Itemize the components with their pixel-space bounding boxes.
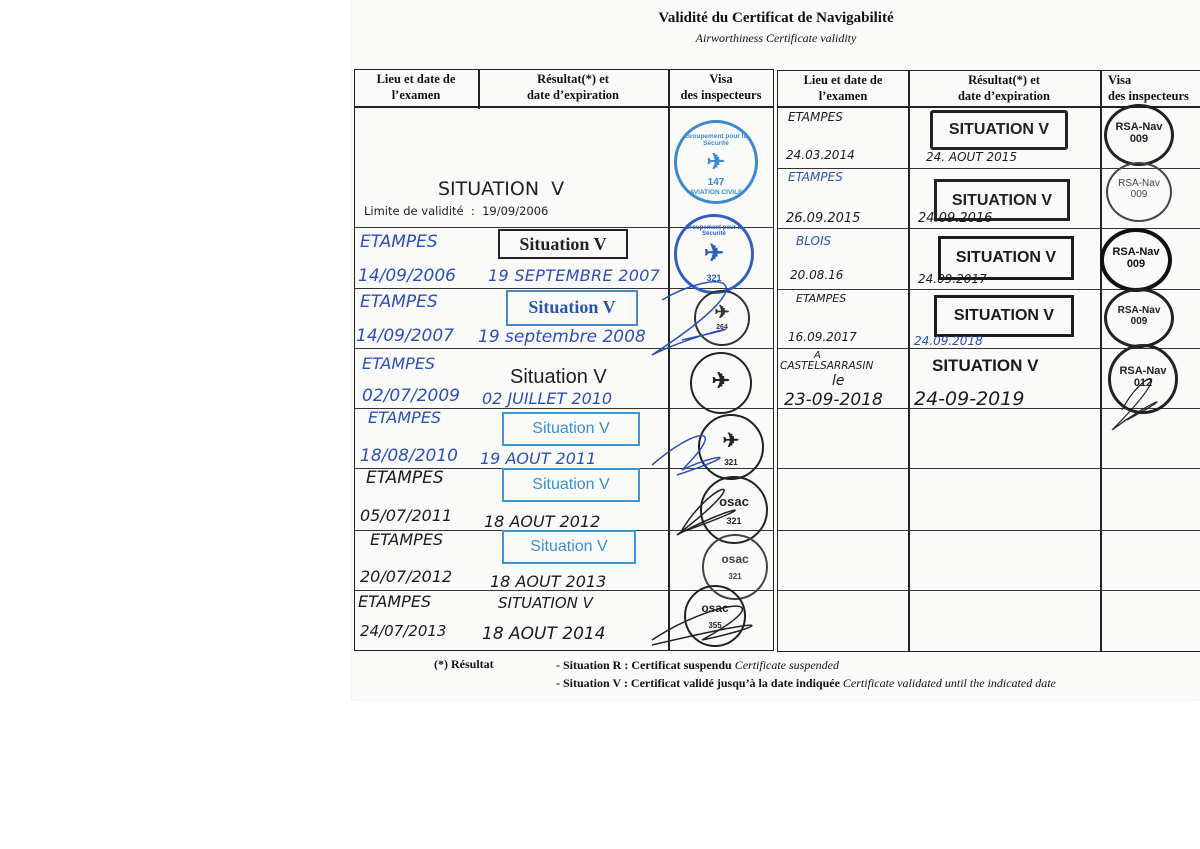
left-header-visa: Visa des inspecteurs <box>680 72 762 102</box>
left-row6-result: Situation V <box>530 538 608 555</box>
right-row2-place: ETAMPES <box>788 170 843 184</box>
left-row4-date: 18/08/2010 <box>360 446 458 466</box>
right-row3-place: BLOIS <box>796 234 832 248</box>
right-row5-date-prefix: le <box>832 373 845 389</box>
right-row5-date: 23-09-2018 <box>784 390 883 410</box>
right-row5-place: CASTELSARRASIN <box>780 360 874 372</box>
left-row2-result: Situation V <box>528 297 616 317</box>
gsac-stamp-264: ✈ 264 <box>694 290 750 346</box>
right-row3-expiry: 24.09.2017 <box>918 272 987 286</box>
left-row6-place: ETAMPES <box>370 530 444 549</box>
left-row7-expiry: 18 AOUT 2014 <box>482 624 606 644</box>
left-row4-result-stamp <box>502 412 640 446</box>
left-header-resultat: Résultat(*) et date d’expiration <box>526 72 619 102</box>
left-row2-result-stamp <box>506 290 638 326</box>
right-row4-date: 16.09.2017 <box>788 330 857 344</box>
rsa-nav-stamp-3: RSA-Nav 009 <box>1100 228 1172 292</box>
gsac-stamp-321-a: Groupement pour la Sécurité ✈ 321 <box>674 214 754 294</box>
left-row2-place: ETAMPES <box>360 292 438 312</box>
left-row3-expiry: 02 JUILLET 2010 <box>482 389 613 408</box>
bird-emblem-icon: ✈ <box>711 368 731 393</box>
rsa-nav-stamp-5: RSA-Nav 012 <box>1108 344 1178 414</box>
gsac-stamp-black <box>690 352 752 414</box>
left-row1-date: 14/09/2006 <box>358 266 456 286</box>
left-row4-place: ETAMPES <box>368 408 442 427</box>
left-row7-place: ETAMPES <box>358 592 432 611</box>
right-row5-result: SITUATION V <box>932 356 1039 375</box>
right-row4-expiry: 24.09.2018 <box>914 334 983 348</box>
left-row4-expiry: 19 AOUT 2011 <box>480 449 597 468</box>
left-row1-result: Situation V <box>519 234 607 254</box>
left-row5-result-stamp <box>502 468 640 502</box>
right-row2-date: 26.09.2015 <box>786 211 861 226</box>
left-header-lieu: Lieu et date de l’examen <box>376 72 456 102</box>
typed-validity-limit: Limite de validité : 19/09/2006 <box>364 204 549 218</box>
right-row1-result: SITUATION V <box>948 121 1050 138</box>
title-english: Airworthiness Certificate validity <box>695 31 857 45</box>
gsac-stamp-321-b: ✈ 321 <box>698 414 764 480</box>
right-row3-date: 20.08.16 <box>790 268 844 282</box>
left-row7-date: 24/07/2013 <box>360 622 447 640</box>
footer-situation-r: - Situation R : Certificat suspendu Certificate suspended <box>556 658 840 672</box>
osac-stamp-321-b: osac 321 <box>702 534 768 600</box>
right-row1-date: 24.03.2014 <box>786 148 855 162</box>
left-row6-date: 20/07/2012 <box>360 567 453 586</box>
right-row1-expiry: 24. AOUT 2015 <box>926 150 1018 164</box>
title-french: Validité du Certificat de Navigabilité <box>658 10 894 26</box>
left-row5-result: Situation V <box>532 476 610 493</box>
right-row4-result-stamp <box>934 295 1074 337</box>
left-row1-place: ETAMPES <box>360 232 438 252</box>
right-row5-place-prefix: A <box>814 350 821 361</box>
footer-situation-v: - Situation V : Certificat validé jusqu’à la date indiquée Certificate validated until the indicated date <box>556 676 1056 690</box>
right-header-resultat: Résultat(*) et date d’expiration <box>957 73 1050 103</box>
right-row4-place: ETAMPES <box>796 292 847 305</box>
left-row5-expiry: 18 AOUT 2012 <box>484 512 601 531</box>
right-header-lieu: Lieu et date de l’examen <box>803 73 883 103</box>
bird-emblem-icon: ✈ <box>706 149 726 174</box>
left-row3-place: ETAMPES <box>362 354 436 373</box>
bird-emblem-icon: ✈ <box>703 240 725 267</box>
left-row5-date: 05/07/2011 <box>360 506 453 525</box>
gsac-stamp-147: Groupement pour la Sécurité ✈ 147 AVIATION CIVILE <box>674 120 758 204</box>
right-row4-result: SITUATION V <box>953 307 1055 324</box>
left-row2-expiry: 19 septembre 2008 <box>478 327 646 347</box>
left-row6-expiry: 18 AOUT 2013 <box>490 572 607 591</box>
osac-stamp-355: osac 355 <box>684 585 746 647</box>
left-row7-result: SITUATION V <box>498 594 593 612</box>
bird-emblem-icon: ✈ <box>722 430 740 452</box>
left-row4-result: Situation V <box>532 420 610 437</box>
left-row3-result: Situation V <box>510 366 607 388</box>
right-header-visa: Visa des inspecteurs <box>1108 73 1189 103</box>
left-row5-place: ETAMPES <box>366 468 444 488</box>
right-row3-result: SITUATION V <box>955 249 1057 266</box>
rsa-nav-stamp-1: RSA-Nav 009 <box>1104 104 1174 166</box>
right-row1-result-stamp <box>930 110 1068 150</box>
right-row5-expiry: 24-09-2019 <box>914 388 1025 410</box>
airworthiness-certificate-page <box>352 0 1200 700</box>
bird-emblem-icon: ✈ <box>714 302 730 322</box>
typed-situation-title: SITUATION V <box>438 178 565 200</box>
right-row2-result: SITUATION V <box>951 192 1053 209</box>
right-row2-expiry: 24.09.2016 <box>918 211 993 226</box>
left-row1-result-stamp <box>498 229 628 259</box>
left-row6-result-stamp <box>502 530 636 564</box>
footer-label: (*) Résultat <box>434 657 494 671</box>
rsa-nav-stamp-4: RSA-Nav 009 <box>1104 288 1174 348</box>
left-row3-date: 02/07/2009 <box>362 386 460 406</box>
left-row2-date: 14/09/2007 <box>356 326 454 346</box>
left-row1-expiry: 19 SEPTEMBRE 2007 <box>488 266 661 285</box>
osac-stamp-321-a: osac 321 <box>700 476 768 544</box>
rsa-nav-stamp-2: RSA-Nav 009 <box>1106 162 1172 222</box>
right-row1-place: ETAMPES <box>788 110 843 124</box>
